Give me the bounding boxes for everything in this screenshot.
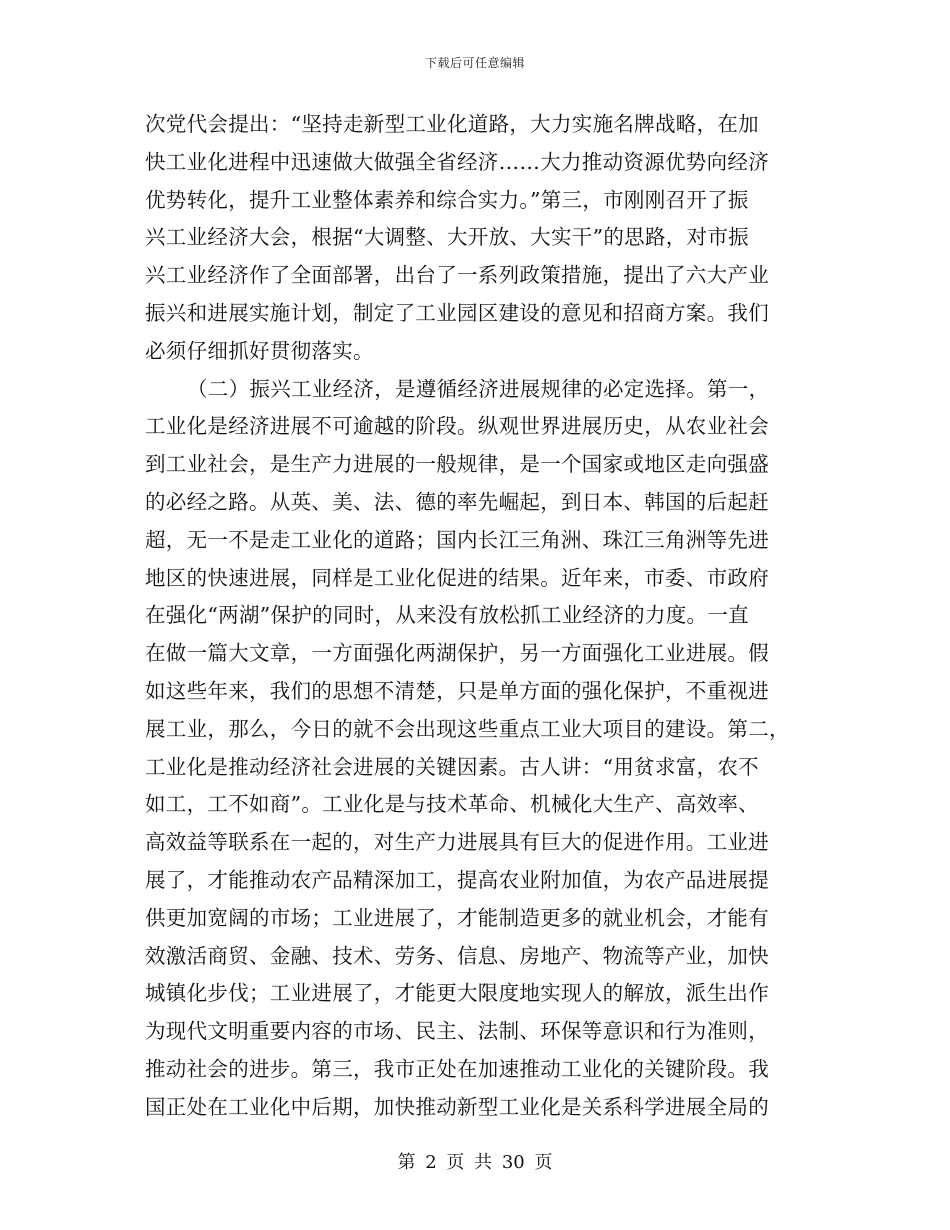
text-line: 地区的快速进展，同样是工业化促进的结果。近年来，市委、市政府 bbox=[145, 565, 769, 590]
text-line: 兴工业经济大会，根据“大调整、大开放、大实干”的思路，对市振 bbox=[145, 225, 749, 250]
text-line: 次党代会提出：“坚持走新型工业化道路，大力实施名牌战略，在加 bbox=[145, 112, 759, 136]
text-line: 高效益等联系在一起的，对生产力进展具有巨大的促进作用。工业进 bbox=[145, 830, 769, 855]
text-line: 到工业社会，是生产力进展的一般规律，是一个国家或地区走向强盛 bbox=[145, 452, 769, 477]
page-number: 第 2 页 共 30 页 bbox=[397, 1152, 553, 1173]
text-line: 在做一篇大文章，一方面强化两湖保护，另一方面强化工业进展。假 bbox=[145, 641, 769, 666]
text-line: 为现代文明重要内容的市场、民主、法制、环保等意识和行为准则， bbox=[145, 1019, 769, 1044]
text-line: 快工业化进程中迅速做大做强全省经济……大力推动资源优势向经济 bbox=[145, 149, 769, 174]
paragraph-start-line: （二）振兴工业经济，是遵循经济进展规律的必定选择。第一， bbox=[187, 376, 770, 401]
text-line: 必须仔细抓好贯彻落实。 bbox=[145, 338, 374, 363]
text-line: 供更加宽阔的市场；工业进展了，才能制造更多的就业机会，才能有 bbox=[145, 905, 769, 930]
text-line: 优势转化，提升工业整体素养和综合实力。”第三，市刚刚召开了振 bbox=[145, 187, 749, 212]
page-header: 下载后可任意编辑 bbox=[424, 56, 525, 70]
text-line: 工业化是经济进展不可逾越的阶段。纵观世界进展历史，从农业社会 bbox=[145, 414, 769, 439]
text-line: 工业化是推动经济社会进展的关键因素。古人讲：“用贫求富，农不 bbox=[145, 754, 759, 779]
text-line: 在强化“两湖”保护的同时，从来没有放松抓工业经济的力度。一直 bbox=[145, 603, 749, 628]
text-line: 兴工业经济作了全面部署，出台了一系列政策措施，提出了六大产业 bbox=[145, 263, 769, 288]
text-line: 振兴和进展实施计划，制定了工业园区建设的意见和招商方案。我们 bbox=[145, 300, 769, 325]
text-line: 展了，才能推动农产品精深加工，提高农业附加值，为农产品进展提 bbox=[145, 867, 769, 892]
text-line: 国正处在工业化中后期，加快推动新型工业化是关系科学进展全局的 bbox=[145, 1094, 769, 1119]
text-line: 城镇化步伐；工业进展了，才能更大限度地实现人的解放，派生出作 bbox=[145, 981, 769, 1006]
text-line: 如工，工不如商”。工业化是与技术革命、机械化大生产、高效率、 bbox=[145, 792, 759, 817]
text-line: 推动社会的进步。第三，我市正处在加速推动工业化的关键阶段。我 bbox=[145, 1056, 769, 1081]
text-line: 的必经之路。从英、美、法、德的率先崛起，到日本、韩国的后起赶 bbox=[145, 489, 769, 514]
text-line: 展工业，那么，今日的就不会出现这些重点工业大项目的建设。第二， bbox=[145, 716, 790, 741]
text-line: 效激活商贸、金融、技术、劳务、信息、房地产、物流等产业，加快 bbox=[145, 943, 769, 968]
text-line: 如这些年来，我们的思想不清楚，只是单方面的强化保护，不重视进 bbox=[145, 678, 769, 703]
document-body bbox=[145, 106, 805, 1127]
text-line: 超，无一不是走工业化的道路；国内长江三角洲、珠江三角洲等先进 bbox=[145, 527, 769, 552]
